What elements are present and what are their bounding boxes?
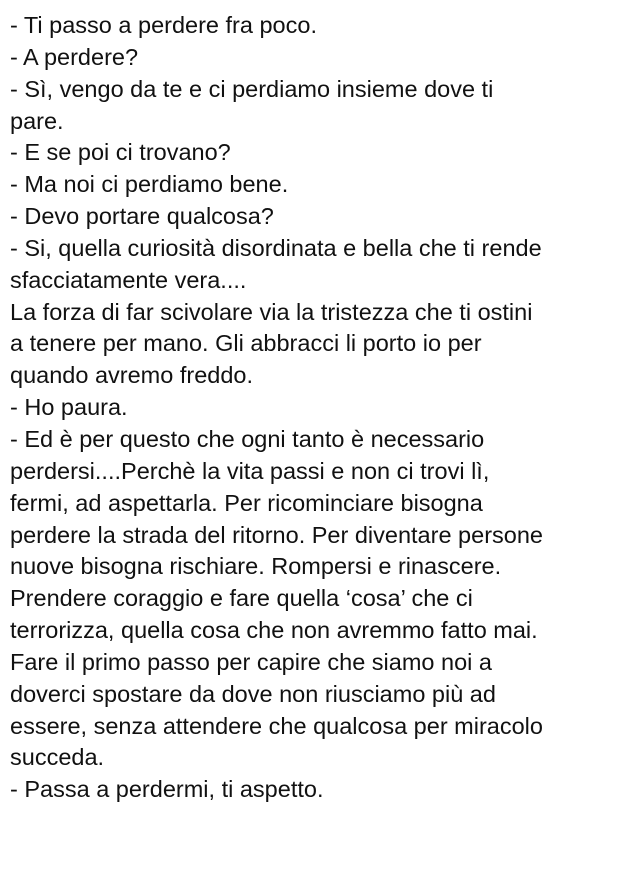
text-line: perdersi....Perchè la vita passi e non ci trovi lì, — [10, 457, 490, 484]
text-line: fermi, ad aspettarla. Per ricominciare bisogna — [10, 489, 483, 516]
text-line: essere, senza attendere che qualcosa per miracolo — [10, 712, 543, 739]
text-line: Prendere coraggio e fare quella ‘cosa’ che ci — [10, 585, 473, 612]
text-line: - Sì, vengo da te e ci perdiamo insieme dove ti — [10, 75, 494, 102]
text-line: perdere la strada del ritorno. Per diventare persone — [10, 521, 543, 548]
text-line: - Ho paura. — [10, 394, 128, 421]
text-line: La forza di far scivolare via la tristezza che ti ostini — [10, 298, 533, 325]
text-line: - Ti passo a perdere fra poco. — [10, 12, 317, 38]
text-line: - Ma noi ci perdiamo bene. — [10, 171, 289, 198]
text-line: succeda. — [10, 744, 105, 771]
text-line: - Passa a perdermi, ti aspetto. — [10, 776, 324, 803]
text-line: - Ed è per questo che ogni tanto è necessario — [10, 425, 485, 452]
text-line: - Devo portare qualcosa? — [10, 203, 274, 230]
text-line: terrorizza, quella cosa che non avremmo fatto mai. — [10, 617, 538, 644]
text-line: - Si, quella curiosità disordinata e bella che ti rende — [10, 234, 542, 261]
text-line: sfacciatamente vera.... — [10, 266, 247, 293]
text-line: Fare il primo passo per capire che siamo noi a — [10, 648, 492, 675]
text-line: pare. — [10, 107, 64, 134]
dialogue-text — [10, 10, 634, 806]
text-line: a tenere per mano. Gli abbracci li porto io per — [10, 330, 482, 357]
text-line: quando avremo freddo. — [10, 362, 253, 389]
text-line: - E se poi ci trovano? — [10, 139, 231, 166]
text-line: - A perdere? — [10, 43, 139, 70]
text-line: nuove bisogna rischiare. Rompersi e rinascere. — [10, 553, 502, 580]
text-line: doverci spostare da dove non riusciamo più ad — [10, 680, 496, 707]
